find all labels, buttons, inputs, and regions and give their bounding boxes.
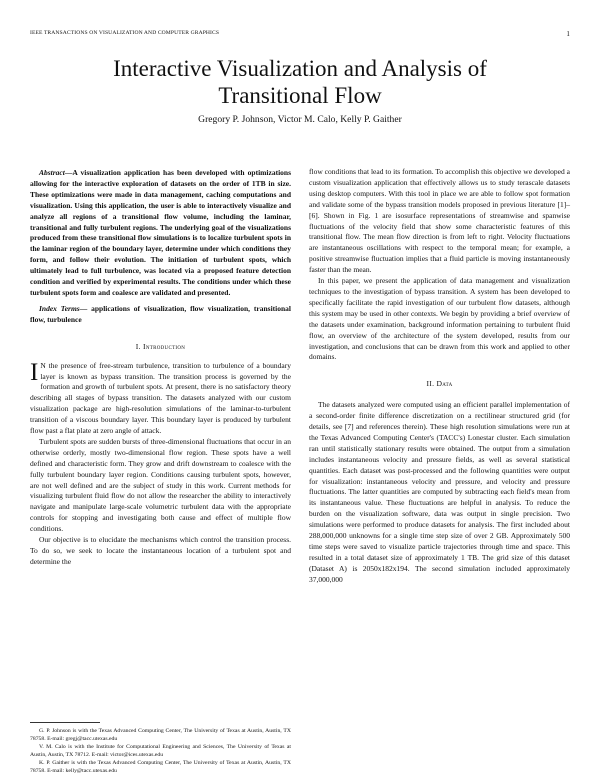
footnote-rule <box>30 722 100 723</box>
left-column <box>30 168 291 568</box>
right-column <box>309 167 570 586</box>
section-heading-data <box>309 379 570 390</box>
paper-title-line-1: Interactive Visualization and Analysis of <box>113 56 487 81</box>
running-head <box>30 30 570 40</box>
section-numeral: I. <box>135 341 141 351</box>
abstract-text: —A visualization application has been developed with optimizations allowing for the interactive exploration of datasets on the order of 1TB in size. These optimizations were made in data management, caching computations and visualization. Using this application, the user is able to interactively visualize and analyze all regions of a transitional flow volume, including the laminar, transitional and fully turbulent regions. The underlying goal of the visualizations produced from these transitional flow simulations is to localize turbulent spots in the laminar region of the boundary layer, determine under which conditions they form, and follow their evolution. The initiation of turbulent spots, which ultimately lead to full turbulence, was located via a proposed feature detection condition and verified by experimental results. The conditions under which these turbulent spots form and coalesce are validated and presented. <box>30 168 291 297</box>
intro-paragraph-4: flow conditions that lead to its formation. To accomplish this objective we developed a custom visualization application that effectively allows us to study terascale datasets using desktop computers. With this tool in place we are able to follow spot formation and validate some of the bypass transition models proposed in previous literature [1]–[6]. Shown in Fig. 1 are isosurface representations of streamwise and spanwise fluctuations of the velocity field that show some characteristic features of this transitional flow. The mean flow direction is from left to right. Velocity fluctuations are instantaneous oscillations with respect to the temporal mean; for example, a positive streamwise fluctuation implies that a fluid particle is moving instantaneously faster than the mean. <box>309 167 570 275</box>
journal-name: IEEE TRANSACTIONS ON VISUALIZATION AND COMPUTER GRAPHICS <box>30 30 220 36</box>
section-numeral: II. <box>426 379 435 389</box>
author-list: Gregory P. Johnson, Victor M. Calo, Kelly P. Gaither <box>198 114 402 125</box>
footnote-calo: V. M. Calo is with the Institute for Computational Engineering and Sciences, The University of Texas at Austin, Austin, TX 78712. E-mail: victor@ices.utexas.edu <box>30 744 291 759</box>
drop-cap: I <box>30 358 39 386</box>
intro-paragraph-5: In this paper, we present the application of data management and visualization techniques to the investigation of bypass transition. A system has been developed to specifically facilitate the rapid investigation of our turbulent flow datasets, although this system may be used in other contexts. We begin by providing a brief overview of the datasets under examination, background information pertaining to turbulent fluid flow, an overview of the architecture of the system developed, results from our investigation, and conclusions that can be drawn from this work and applied to other domains. <box>309 276 570 362</box>
index-terms <box>30 304 291 326</box>
index-terms-lead: Index Terms <box>39 303 80 313</box>
abstract <box>30 168 291 299</box>
section-heading-introduction <box>30 342 291 353</box>
intro-paragraph-2: Turbulent spots are sudden bursts of three-dimensional fluctuations that occur in an otherwise orderly, mostly two-dimensional flow region. These spots have a well defined and characteristic form. They grow and drift downstream to coalesce with the fully turbulent boundary layer region. Conditions causing turbulent spots, however, are not well defined and are the subject of study in this work. Current methods for visualizing turbulent fluid flow do not allow the researcher the ability to interactively navigate and manipulate large-scale volumetric turbulent data with the appropriate controls for stopping and investigating both cause and effect of multiple flow conditions. <box>30 436 291 534</box>
paper-title-line-2: Transitional Flow <box>218 83 382 108</box>
intro-paragraph-3: Our objective is to elucidate the mechanisms which control the transition process. To do so, we seek to locate the instantaneous location of a turbulent spot and determine the <box>30 535 291 566</box>
section-title: Introduction <box>142 341 186 351</box>
footnotes <box>30 727 291 776</box>
data-paragraph-1: The datasets analyzed were computed using an efficient parallel implementation of a second-order finite difference discretization on a rectilinear structured grid (for details, see [7] and references therein). These high resolution simulations were run at the Texas Advanced Computing Center's (TACC's) Lonestar cluster. Each simulation ran until statistically stationary results were obtained. The output from a simulation includes instantaneous velocity and pressure fields, as well as several statistical quantities. Each dataset was post-processed and the following quantities were output for visualization: instantaneous velocity and pressure, and velocity and pressure fluctuations. The latter quantities are computed by subtracting each field's mean from its instantaneous value. These fluctuations are helpful in analysis. To reduce the burden on the visualization software, data was output in single precision. Two simulations were performed to produce datasets for analysis. The first included about 288,000,000 unknowns for a single time step size of over 2 GB. Approximately 500 time steps were saved to visualize particle trajectories through time and space. This resulted in a total dataset size of approximately 1 TB. The grid size of this dataset (Dataset A) is 2050x182x194. The second simulation included approximately 37,000,000 <box>309 400 570 584</box>
intro-paragraph-1 <box>30 358 291 437</box>
intro-paragraph-1-text: N the presence of free-stream turbulence, transition to turbulence of a boundary layer is known as bypass transition. The transition process is governed by the formation and growth of turbulent spots. At present, there is no satisfactory theory describing all stages of bypass transition. The datasets analyzed with our custom visualization package are high-resolution simulations of the laminar-to-turbulent transition of a viscous boundary layer. This boundary layer is produced by turbulent flow past a flat plate at zero angle of attack. <box>30 360 291 436</box>
footnote-gaither: K. P. Gaither is with the Texas Advanced Computing Center, The University of Texas at Austin, Austin, TX 78758. E-mail: kelly@tacc.utexas.edu <box>30 760 291 775</box>
index-terms-text: — applications of visualization, flow visualization, transitional flow, turbulence <box>30 303 292 324</box>
page-number: 1 <box>566 30 570 38</box>
footnote-johnson: G. P. Johnson is with the Texas Advanced Computing Center, The University of Texas at Austin, Austin, TX 78758. E-mail: gregj@tacc.utexas.edu <box>30 728 291 743</box>
section-title: Data <box>436 379 453 389</box>
paper-title <box>0 55 600 109</box>
abstract-lead: Abstract <box>39 168 65 177</box>
